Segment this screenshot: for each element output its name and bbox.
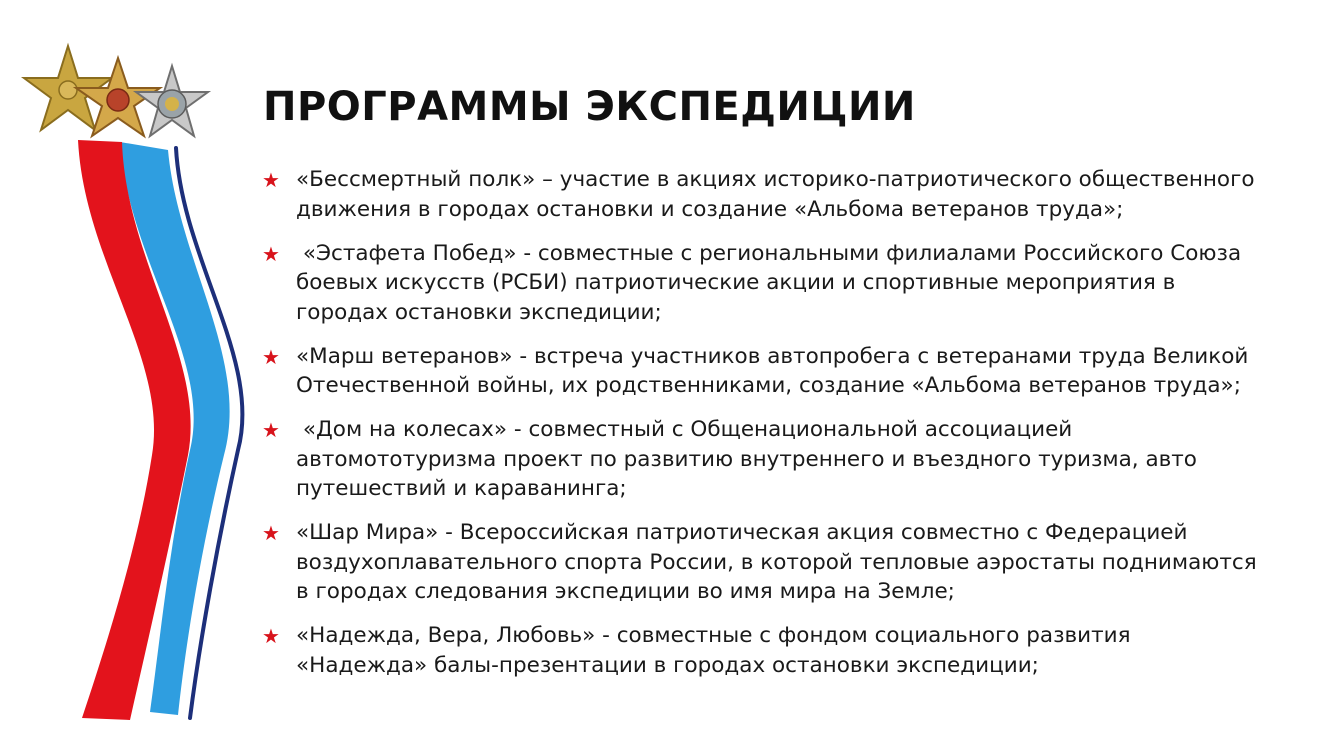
program-item-line: движения в городах остановки и создание «Альбома ветеранов труда»; <box>296 196 1124 222</box>
red-star-icon: ★ <box>262 521 280 545</box>
tricolor-ribbon-decoration <box>0 0 260 750</box>
program-item-line: «Шар Мира» - Всероссийская патриотическая акция совместно с Федерацией <box>296 520 1188 545</box>
program-item-line: «Надежда, Вера, Любовь» - совместные с фондом социального развития <box>296 623 1131 648</box>
program-item-line: «Дом на колесах» - совместный с Общенациональной ассоциацией <box>296 417 1073 442</box>
red-star-icon: ★ <box>262 241 280 266</box>
program-item-line: боевых искусств (РСБИ) патриотические акции и спортивные мероприятия в <box>296 270 1176 295</box>
program-item-line: «Эстафета Побед» - совместные с региональными филиалами Российского Союза <box>296 240 1242 266</box>
program-item <box>262 239 1312 328</box>
slide-title: ПРОГРАММЫ ЭКСПЕДИЦИИ <box>263 84 916 130</box>
program-item <box>262 621 1312 680</box>
program-item <box>262 165 1312 224</box>
program-list <box>262 165 1312 695</box>
red-star-icon: ★ <box>262 418 280 442</box>
program-item-line: автомототуризма проект по развитию внутреннего и въездного туризма, авто <box>296 446 1197 472</box>
program-item-line: «Бессмертный полк» – участие в акциях историко-патриотического общественного <box>296 167 1255 192</box>
program-item <box>262 518 1312 607</box>
program-item <box>262 415 1312 504</box>
program-item-line: Отечественной войны, их родственниками, создание «Альбома ветеранов труда»; <box>296 373 1241 398</box>
program-item-line: «Марш ветеранов» - встреча участников автопробега с ветеранами труда Великой <box>296 343 1249 369</box>
program-item-line: городах остановки экспедиции; <box>296 299 662 325</box>
program-item-line: воздухоплавательного спорта России, в которой тепловые аэростаты поднимаются <box>296 549 1257 575</box>
program-item-line: «Надежда» балы-презентации в городах остановки экспедиции; <box>296 652 1039 678</box>
program-item <box>262 342 1312 401</box>
program-item-line: в городах следования экспедиции во имя мира на Земле; <box>296 579 955 604</box>
silver-order-star-icon <box>136 66 208 136</box>
red-star-icon: ★ <box>262 168 280 192</box>
program-item-line: путешествий и караванинга; <box>296 476 627 501</box>
red-star-icon: ★ <box>262 624 280 648</box>
red-star-icon: ★ <box>262 344 280 369</box>
